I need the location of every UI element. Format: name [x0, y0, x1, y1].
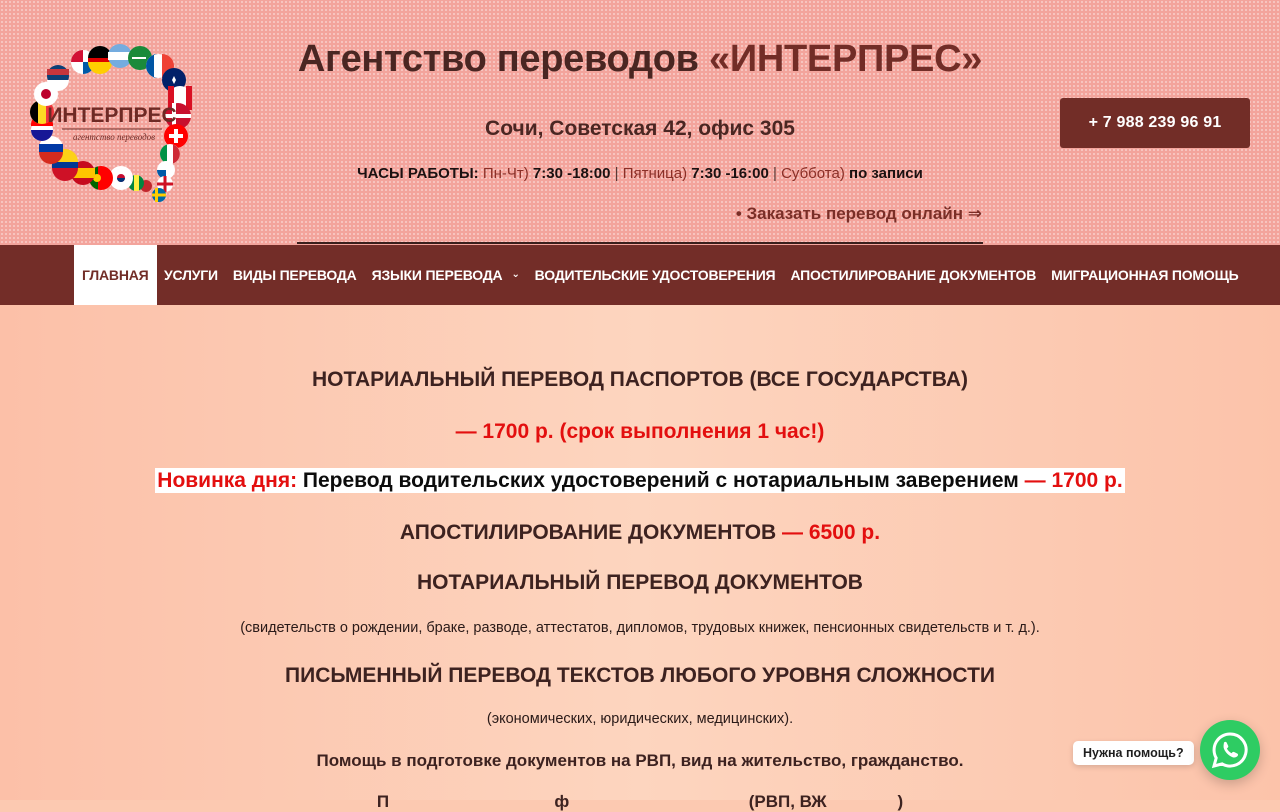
page-title: [290, 38, 990, 81]
title-prefix: Агентство переводов: [297, 38, 709, 80]
hours-mon-thu-label: Пн-Чт): [482, 165, 529, 182]
whatsapp-icon: [1210, 730, 1250, 770]
phone-button[interactable]: + 7 988 239 96 91: [1060, 98, 1250, 148]
written-note: (экономических, юридических, медицинских).: [486, 711, 794, 727]
whatsapp-button[interactable]: [1200, 720, 1260, 780]
hours-sat-time: по записи: [849, 165, 923, 182]
order-translation-online-link[interactable]: • Заказать перевод онлайн ⇒: [735, 204, 982, 223]
hours-separator: |: [773, 165, 777, 182]
nav-item-label: ВИДЫ ПЕРЕВОДА: [232, 267, 357, 283]
working-hours: [290, 165, 990, 182]
nav-item-label: АПОСТИЛИРОВАНИЕ ДОКУМЕНТОВ: [790, 267, 1037, 283]
passport-heading: НОТАРИАЛЬНЫЙ ПЕРЕВОД ПАСПОРТОВ (ВСЕ ГОСУДАРСТВА): [311, 368, 969, 391]
title-brand: «ИНТЕРПРЕС»: [709, 38, 983, 80]
help-bubble[interactable]: Нужна помощь?: [1073, 741, 1194, 765]
nav-item-label: УСЛУГИ: [164, 267, 218, 283]
promo-price: — 1700 р.: [1024, 469, 1123, 492]
address: Сочи, Советская 42, офис 305: [485, 117, 795, 140]
nav-item-apostille[interactable]: [783, 245, 1044, 305]
written-heading: ПИСЬМЕННЫЙ ПЕРЕВОД ТЕКСТОВ ЛЮБОГО УРОВНЯ СЛОЖНОСТИ: [285, 664, 995, 687]
nav-item-languages[interactable]: [364, 245, 527, 305]
nav-item-home[interactable]: [74, 245, 157, 305]
main-nav: [0, 245, 1280, 305]
promo-line: [0, 469, 1280, 493]
notary-note: (свидетельств о рождении, браке, разводе, аттестатов, дипломов, трудовых книжек, пенсионных свидетельств и т. д.).: [240, 620, 1040, 636]
passport-price: — 1700 р. (срок выполнения 1 час!): [455, 420, 825, 443]
hours-fri-time: 7:30 -16:00: [691, 165, 769, 182]
nav-item-migration-help[interactable]: [1044, 245, 1246, 305]
nav-item-driver-licenses[interactable]: [527, 245, 783, 305]
main-content: [0, 305, 1280, 811]
nav-item-label: ЯЗЫКИ ПЕРЕВОДА: [371, 267, 503, 283]
hours-sat-label: Суббота): [781, 165, 845, 182]
nav-item-label: ГЛАВНАЯ: [82, 267, 149, 283]
notary-heading: НОТАРИАЛЬНЫЙ ПЕРЕВОД ДОКУМЕНТОВ: [417, 571, 863, 594]
hours-mon-thu-time: 7:30 -18:00: [532, 165, 611, 182]
logo[interactable]: [28, 38, 198, 203]
apostille-heading: АПОСТИЛИРОВАНИЕ ДОКУМЕНТОВ: [399, 521, 783, 544]
nav-item-label: ВОДИТЕЛЬСКИЕ УДОСТОВЕРЕНИЯ: [534, 267, 776, 283]
nav-item-label: МИГРАЦИОННАЯ ПОМОЩЬ: [1051, 267, 1239, 283]
promo-label: Новинка дня:: [157, 469, 298, 492]
flags-ring-logo-icon: [28, 38, 198, 203]
chevron-down-icon[interactable]: ⌄: [511, 268, 520, 280]
nav-item-translation-types[interactable]: [225, 245, 364, 305]
migration-help-text: Помощь в подготовке документов на РВП, вид на жительство, гражданство.: [316, 751, 964, 770]
hours-separator: |: [614, 165, 619, 182]
hours-fri-label: Пятница): [622, 165, 688, 182]
cutoff-text-line: П ф (РВП, ВЖ ): [376, 792, 904, 811]
promo-text: Перевод водительских удостоверений с нотариальным заверением: [297, 469, 1025, 492]
hours-label: ЧАСЫ РАБОТЫ:: [357, 165, 479, 182]
promo-highlight: [155, 468, 1124, 493]
apostille-price: — 6500 р.: [782, 521, 881, 544]
nav-item-services[interactable]: [157, 245, 226, 305]
svg-text:ИНТЕРПРЕС: ИНТЕРПРЕС: [47, 104, 177, 127]
header-divider: [297, 242, 983, 244]
site-header: [0, 0, 1280, 245]
apostille-line: [0, 521, 1280, 545]
svg-text:агентство переводов: агентство переводов: [72, 132, 156, 142]
